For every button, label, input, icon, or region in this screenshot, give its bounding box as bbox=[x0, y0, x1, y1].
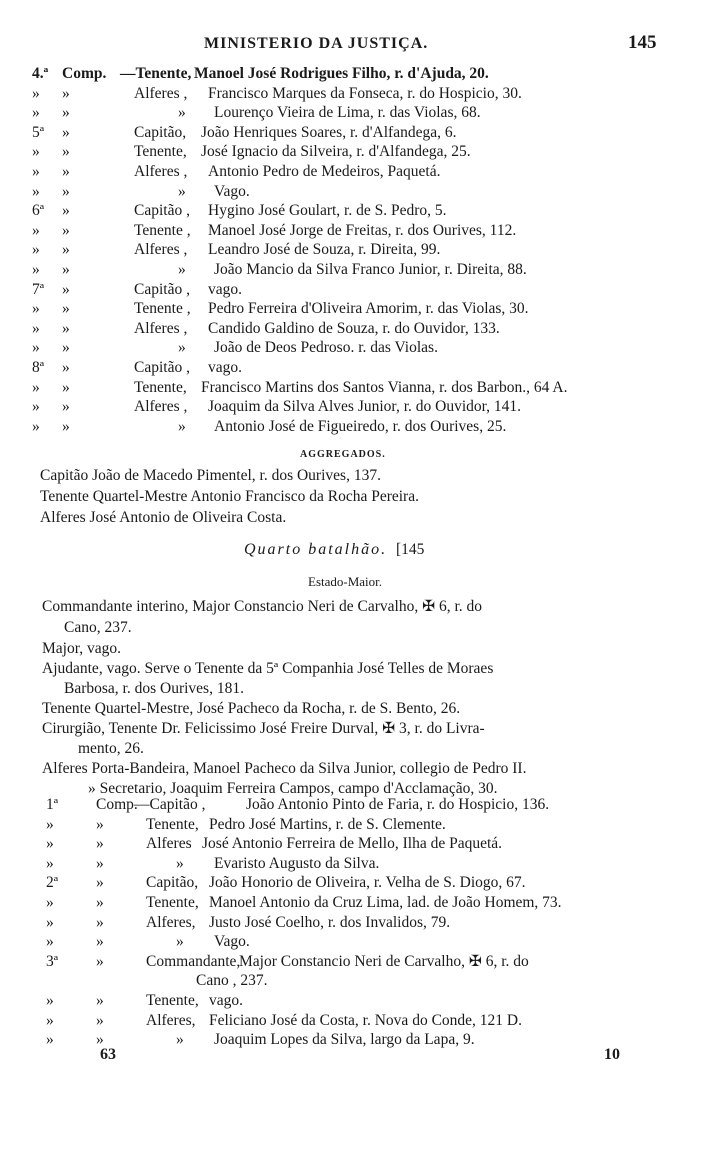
company-marker: Comp. bbox=[62, 65, 107, 82]
company-marker: » bbox=[62, 84, 70, 102]
estado-maior-line: » Secretario, Joaquim Ferreira Campos, campo d'Acclamação, 30. bbox=[88, 780, 498, 797]
officer-entry: vago. bbox=[208, 359, 243, 376]
estado-maior-line: Major, vago. bbox=[42, 640, 122, 657]
company-number: » bbox=[32, 339, 40, 357]
company-marker: » bbox=[96, 952, 104, 970]
company-marker: » bbox=[62, 182, 70, 200]
company-number: » bbox=[46, 894, 54, 911]
company-number: » bbox=[46, 835, 54, 853]
officer-entry: Antonio José de Figueiredo, r. dos Ourives, 25. bbox=[214, 417, 507, 435]
company-number: » bbox=[32, 84, 40, 102]
company-marker: » bbox=[96, 874, 104, 892]
signature-mark-left: 63 bbox=[100, 1046, 116, 1063]
company-number: 2ª bbox=[46, 874, 59, 892]
officer-entry: João Mancio da Silva Franco Junior, r. Direita, 88. bbox=[214, 261, 527, 278]
estado-maior-line: Commandante interino, Major Constancio Neri de Carvalho, ✠ 6, r. do bbox=[42, 598, 483, 615]
company-number: » bbox=[32, 417, 40, 435]
company-marker: » bbox=[62, 261, 70, 278]
company-marker: » bbox=[96, 1031, 104, 1049]
company-marker: » bbox=[62, 241, 70, 259]
running-header: MINISTERIO DA JUSTIÇA. bbox=[204, 35, 429, 52]
company-number: » bbox=[32, 143, 40, 161]
company-number: » bbox=[32, 261, 40, 278]
rank-label: —Tenente, bbox=[120, 65, 192, 82]
officer-entry: Feliciano José da Costa, r. Nova do Conde, 121 D. bbox=[209, 1011, 522, 1029]
rank-label: Alferes, bbox=[146, 913, 196, 931]
rank-label: Tenente, bbox=[146, 992, 199, 1009]
estado-maior-line: Cirurgião, Tenente Dr. Felicissimo José Freire Durval, ✠ 3, r. do Livra- bbox=[42, 720, 485, 737]
rank-label: Alferes bbox=[146, 835, 192, 853]
company-marker: » bbox=[62, 143, 70, 161]
officer-entry: Lourenço Vieira de Lima, r. das Violas, 68. bbox=[214, 104, 481, 122]
company-number: » bbox=[32, 300, 40, 318]
company-marker: » bbox=[62, 163, 70, 180]
company-marker: » bbox=[62, 319, 70, 337]
aggregados-line: Alferes José Antonio de Oliveira Costa. bbox=[40, 509, 287, 526]
officer-entry: Francisco Marques da Fonseca, r. do Hospicio, 30. bbox=[208, 84, 522, 102]
rank-label: Tenente, bbox=[134, 143, 187, 161]
officer-entry: Manoel José Rodrigues Filho, r. d'Ajuda, 20. bbox=[194, 65, 489, 82]
company-number: » bbox=[32, 163, 40, 180]
officer-entry: Vago. bbox=[214, 933, 250, 951]
page-number: 145 bbox=[628, 32, 657, 53]
rank-label: Tenente , bbox=[134, 221, 191, 239]
officer-entry: vago. bbox=[208, 280, 243, 298]
rank-label: Capitão, bbox=[134, 123, 187, 141]
rank-label: » bbox=[176, 933, 184, 951]
company-number: » bbox=[32, 319, 40, 337]
estado-maior-line: Barbosa, r. dos Ourives, 181. bbox=[64, 680, 244, 697]
officer-entry: Vago. bbox=[214, 182, 250, 200]
company-marker: » bbox=[96, 933, 104, 951]
aggregados-line: Tenente Quartel-Mestre Antonio Francisco da Rocha Pereira. bbox=[40, 488, 419, 505]
estado-maior-line: mento, 26. bbox=[78, 740, 144, 757]
officer-entry: Candido Galdino de Souza, r. do Ouvidor, 133. bbox=[208, 319, 500, 337]
rank-label: Alferes, bbox=[146, 1011, 196, 1029]
rank-label: Capitão , bbox=[134, 202, 190, 220]
company-number: » bbox=[46, 854, 54, 872]
company-number: » bbox=[46, 913, 54, 931]
aggregados-heading: AGGREGADOS. bbox=[300, 449, 386, 460]
rank-label: Tenente, bbox=[146, 815, 199, 833]
company-marker: » bbox=[62, 417, 70, 435]
officer-entry: Pedro Ferreira d'Oliveira Amorim, r. das Violas, 30. bbox=[208, 300, 529, 318]
company-number: 6ª bbox=[32, 202, 45, 220]
company-marker: » bbox=[62, 280, 70, 298]
officer-entry: Francisco Martins dos Santos Vianna, r. dos Barbon., 64 A. bbox=[201, 378, 568, 396]
company-number: » bbox=[46, 933, 54, 951]
rank-label: » bbox=[178, 261, 186, 278]
company-marker: » bbox=[62, 202, 70, 220]
company-number: 8ª bbox=[32, 359, 45, 376]
signature-mark-right: 10 bbox=[604, 1046, 620, 1063]
company-number: » bbox=[32, 104, 40, 122]
company-marker: » bbox=[96, 854, 104, 872]
officer-entry: Joaquim da Silva Alves Junior, r. do Ouvidor, 141. bbox=[208, 398, 522, 416]
company-marker: » bbox=[62, 398, 70, 416]
company-marker: » bbox=[96, 894, 104, 911]
rank-label: » bbox=[176, 854, 184, 872]
company-number: » bbox=[32, 398, 40, 416]
estado-maior-line: Alferes Porta-Bandeira, Manoel Pacheco da Silva Junior, collegio de Pedro II. bbox=[42, 760, 527, 777]
company-number: » bbox=[32, 241, 40, 259]
company-marker: » bbox=[62, 300, 70, 318]
estado-maior-heading: Estado-Maior. bbox=[308, 574, 383, 589]
officer-entry: Major Constancio Neri de Carvalho, ✠ 6, r. do bbox=[239, 952, 529, 970]
company-marker: » bbox=[96, 1011, 104, 1029]
officer-entry: vago. bbox=[209, 992, 244, 1009]
officer-entry: Hygino José Goulart, r. de S. Pedro, 5. bbox=[208, 202, 447, 220]
rank-label: » bbox=[178, 182, 186, 200]
officer-entry: João Honorio de Oliveira, r. Velha de S. Diogo, 67. bbox=[209, 874, 526, 892]
officer-entry: João Antonio Pinto de Faria, r. do Hospicio, 136. bbox=[246, 796, 550, 813]
officer-entry: Justo José Coelho, r. dos Invalidos, 79. bbox=[209, 913, 451, 931]
company-number: » bbox=[46, 1031, 54, 1049]
estado-maior-line: Ajudante, vago. Serve o Tenente da 5ª Companhia José Telles de Moraes bbox=[42, 660, 494, 677]
rank-label: Alferes , bbox=[134, 241, 188, 259]
rank-label: Commandante, bbox=[146, 952, 241, 970]
company-marker: » bbox=[62, 104, 70, 122]
company-marker: » bbox=[62, 359, 70, 376]
company-number: » bbox=[46, 1011, 54, 1029]
officer-entry: Manoel Antonio da Cruz Lima, lad. de João Homem, 73. bbox=[209, 894, 562, 911]
rank-label: Alferes , bbox=[134, 319, 188, 337]
officer-entry: Evaristo Augusto da Silva. bbox=[214, 854, 380, 872]
officer-entry: João Henriques Soares, r. d'Alfandega, 6. bbox=[201, 123, 457, 141]
section-heading: Quarto batalhão. bbox=[244, 541, 388, 558]
rank-label: Tenente, bbox=[146, 894, 199, 911]
rank-label: » bbox=[178, 417, 186, 435]
rank-label: Tenente , bbox=[134, 300, 191, 318]
company-number: 4.ª bbox=[32, 65, 49, 82]
rank-label: Capitão, bbox=[146, 874, 199, 892]
rank-label: Alferes , bbox=[134, 84, 188, 102]
rank-label: Alferes , bbox=[134, 398, 188, 416]
rank-label: Capitão , bbox=[134, 359, 190, 376]
rank-label: » bbox=[178, 339, 186, 357]
aggregados-line: Capitão João de Macedo Pimentel, r. dos Ourives, 137. bbox=[40, 467, 381, 484]
officer-entry: Cano , 237. bbox=[196, 972, 268, 990]
company-marker: » bbox=[96, 815, 104, 833]
rank-label: » bbox=[176, 1031, 184, 1049]
officer-entry: Manoel José Jorge de Freitas, r. dos Ourives, 112. bbox=[208, 221, 517, 239]
company-number: » bbox=[32, 221, 40, 239]
company-number: 1ª bbox=[46, 796, 59, 813]
section-ref: [145 bbox=[396, 541, 425, 558]
company-marker: » bbox=[96, 913, 104, 931]
estado-maior-line: Tenente Quartel-Mestre, José Pacheco da Rocha, r. de S. Bento, 26. bbox=[42, 700, 461, 717]
company-marker: » bbox=[96, 992, 104, 1009]
rank-label: Alferes , bbox=[134, 163, 188, 180]
company-number: » bbox=[46, 815, 54, 833]
company-marker: » bbox=[96, 835, 104, 853]
officer-entry: Pedro José Martins, r. de S. Clemente. bbox=[209, 815, 446, 833]
company-number: » bbox=[32, 378, 40, 396]
rank-label: Tenente, bbox=[134, 378, 187, 396]
company-marker: » bbox=[62, 339, 70, 357]
company-marker: » bbox=[62, 221, 70, 239]
estado-maior-line: Cano, 237. bbox=[64, 619, 132, 636]
officer-entry: Leandro José de Souza, r. Direita, 99. bbox=[208, 241, 441, 259]
company-marker: Comp. bbox=[96, 796, 138, 813]
officer-entry: José Antonio Ferreira de Mello, Ilha de Paquetá. bbox=[202, 835, 503, 853]
company-marker: » bbox=[62, 378, 70, 396]
company-number: 3ª bbox=[46, 952, 59, 970]
officer-entry: Joaquim Lopes da Silva, largo da Lapa, 9. bbox=[214, 1031, 475, 1049]
officer-entry: José Ignacio da Silveira, r. d'Alfandega, 25. bbox=[201, 143, 471, 161]
rank-label: Capitão , bbox=[134, 280, 190, 298]
company-number: » bbox=[32, 182, 40, 200]
rank-label: » bbox=[178, 104, 186, 122]
company-number: 5ª bbox=[32, 123, 45, 141]
rank-label: —Capitão , bbox=[134, 796, 206, 813]
company-number: 7ª bbox=[32, 280, 45, 298]
officer-entry: João de Deos Pedroso. r. das Violas. bbox=[214, 339, 438, 357]
company-marker: » bbox=[62, 123, 70, 141]
officer-entry: Antonio Pedro de Medeiros, Paquetá. bbox=[208, 163, 441, 180]
company-number: » bbox=[46, 992, 54, 1009]
